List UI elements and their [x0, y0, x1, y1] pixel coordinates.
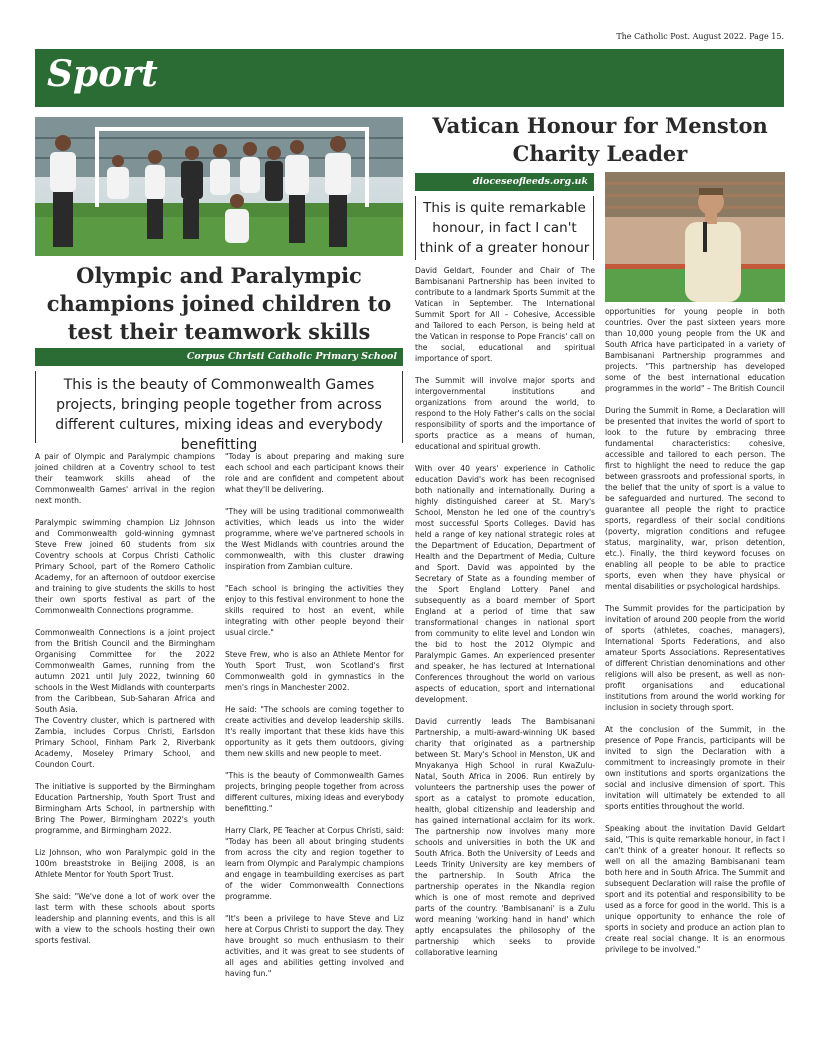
left-article-credit — [35, 348, 403, 366]
right-article-column-1 — [415, 265, 595, 969]
page-meta: The Catholic Post. August 2022. Page 15. — [616, 32, 784, 41]
paragraph: "This is the beauty of Commonwealth Games projects, bringing people together from across different cultures, mixing ideas and everybody benefitting." — [225, 771, 404, 813]
paragraph: Liz Johnson, who won Paralympic gold in the 100m breaststroke in Beijing 2008, is an Athlete Mentor for Youth Sport Trust. — [35, 848, 215, 879]
paragraph: Speaking about the invitation David Geldart said, "This is quite remarkable honour, in fact I can't think of a greater honour. It reflects so well on all the amazing Bambisanani team both here and in South Africa. The Summit and subsequent Declaration will raise the profile of sport and its potential and responsibility to be used as a force for good in the world. This is a unique opportunity to enhance the role of sports in society and produce an action plan to create real social change. It is an enormous privilege to be involved." — [605, 824, 785, 954]
paragraph: Commonwealth Connections is a joint project from the British Council and the Birmingham Organising Committee for the 2022 Commonwealth Games, running from the autumn 2021 until July 2022, twinning 60 schools in the West Midlands with counterparts from the Caribbean, Sub-Saharan Africa and South Asia. — [35, 628, 215, 714]
right-pull-quote: This is quite remarkable honour, in fact I can't think of a greater honour — [415, 196, 594, 260]
paragraph: "They will be using traditional commonwealth activities, which leads us into the wider programme, where we've partnered schools in the West Midlands with countries around the commonwealth, with this cluster drawing inspiration from Zambian culture. — [225, 507, 404, 571]
paragraph: With over 40 years' experience in Catholic education David's work has been recognised both nationally and internationally. During a highly distinguished career at St. Mary's School, Menston he led one of the country's most successful Sports Colleges. David has held a range of key national strategic roles at the Department of Education, Department of Health and the Department of Media, Culture and Sport. David was appointed by the Secretary of State as a founding member of the Sport England Lottery Panel and subsequently as a board member of Sport England at a period of time that saw transformational changes in national sport from community to elite level and London win the bid to host the 2012 Olympic and Paralympic Games. An experienced presenter and speaker, he has lectured at International Conferences throughout the world on various aspects of education, sport and international development. — [415, 464, 595, 704]
paragraph: Paralympic swimming champion Liz Johnson and Commonwealth gold-winning gymnast Steve Frew joined 60 students from six Coventry schools at Corpus Christi Catholic Primary School, part of the Romero Catholic Academy, for an afternoon of outdoor exercise and training to give students the skills to host their own sports festival as part of the Commonwealth Connections programme. — [35, 518, 215, 615]
paragraph: The Summit will involve major sports and intergovernmental institutions and organizations from around the world, to respond to the Holy Father's calls on the social responsibility of sports and the importance of sports practice as a means of human, educational and spiritual growth. — [415, 376, 595, 451]
paragraph: The initiative is supported by the Birmingham Education Partnership, Youth Sport Trust and Birmingham Arts School, in partnership with Bring The Power, Birmingham 2022's youth programme, and Birmingham 2022. — [35, 782, 215, 835]
paragraph: "It's been a privilege to have Steve and Liz here at Corpus Christi to support the day. They have brought so much enthusiasm to their activities, and it was great to see students of all ages and abilities getting involved and having fun." — [225, 914, 404, 978]
paragraph: David currently leads The Bambisanani Partnership, a multi-award-winning UK based charity that originated as a partnership between St. Mary's School in Menston, UK and Mnyakanya High School in rural KwaZulu-Natal, South Africa in 2006. Run entirely by volunteers the partnership uses the power of sport as a catalyst to promote education, health, global citizenship and leadership and has gained international acclaim for its work. The partnership now involves many more schools and universities in both the UK and South Africa. Both the University of Leeds and Leeds Trinity University are key members of the partnership. In South Africa the partnership operates in the Nkandla region which is one of most remote and deprived parts of the country. 'Bambisanani' is a Zulu word meaning 'working hand in hand' which aptly encapsulates the philosophy of the partnership which seeks to provide collaborative learning — [415, 717, 595, 957]
left-article-credit-text: Corpus Christi Catholic Primary School — [186, 351, 397, 362]
left-pull-quote: This is the beauty of Commonwealth Games projects, bringing people together from across different cultures, mixing ideas and everybody benefitting — [35, 371, 403, 443]
section-banner — [35, 49, 784, 107]
group-photo — [35, 117, 403, 256]
paragraph: David Geldart, Founder and Chair of The Bambisanani Partnership has been invited to contribute to a landmark Sports Summit at the Vatican in September. The International Summit Sport for All – Cohesive, Accessible and Tailored to each Person, is being held at the Vatican in response to Pope Francis' call on the social, educational and spiritual importance of sport. — [415, 266, 595, 363]
left-article-headline: Olympic and Paralympic champions joined children to test their teamwork skills — [46, 263, 392, 344]
paragraph: The Summit provides for the participation by invitation of around 200 people from the world of sports (athletes, coaches, managers), International Sports Federations, and also amateur Sports Associations. Representatives of different Christian denominations and other religions will also be present, as well as non-profit organisations and educational institutions from around the world working for inclusion in society through sport. — [605, 604, 785, 712]
paragraph: During the Summit in Rome, a Declaration will be presented that invites the world of sport to look to the future by embracing three fundamental characteristics: cohesive, accessible and tailored to each person. The first to highlight the need to reduce the gap between grassroots and professional sports, in the belief that the unity of sport is a value to be safeguarded and nurtured. The second to guarantee all people the right to practice sports, regardless of their social conditions (poverty, migration conditions and refugee status, marginality, war, prison detention, etc.). Finally, the third keyword focuses on enabling all people to be able to practice sports, even when they have physical or mental disabilities or psychological hardships. — [605, 406, 785, 591]
right-article-credit — [415, 173, 594, 191]
paragraph: The Coventry cluster, which is partnered with Zambia, includes Corpus Christi, Earlsdon Primary School, Finham Park 2, Riverbank Academy, Moseley Primary School, and Coundon Court. — [35, 716, 215, 769]
paragraph: Harry Clark, PE Teacher at Corpus Christi, said: "Today has been all about bringing students from across the city and region together to learn from Olympic and Paralympic champions and engage in teambuilding exercises as part of the wider Commonwealth Connections programme. — [225, 826, 404, 901]
section-title: Sport — [47, 53, 158, 95]
left-article-column-1 — [35, 451, 215, 957]
portrait-photo — [605, 172, 785, 302]
paragraph: At the conclusion of the Summit, in the presence of Pope Francis, participants will be invited to sign the Declaration with a commitment to increasingly promote in their own institutions and sports organizations the social and inclusive dimension of sport. This invitation will ultimately be extended to all sports entities throughout the world. — [605, 725, 785, 811]
paragraph: He said: "The schools are coming together to create activities and develop leadership skills. It's really important that these kids have this opportunity as it gets them outdoors, giving them new skills and new people to meet. — [225, 705, 404, 758]
paragraph: A pair of Olympic and Paralympic champions joined children at a Coventry school to test their teamwork skills ahead of the Commonwealth Games' arrival in the region next month. — [35, 452, 215, 505]
paragraph: "Today is about preparing and making sure each school and each participant knows their role and are confident and competent about what they'll be delivering. — [225, 452, 404, 494]
right-article-column-2 — [605, 306, 785, 966]
paragraph: opportunities for young people in both countries. Over the past sixteen years more than 10,000 young people from the UK and South Africa have participated in a variety of Bambisanani Partnership programmes and projects. "This partnership has developed some of the best international education programmes in the world" – The British Council — [605, 307, 785, 393]
paragraph: Steve Frew, who is also an Athlete Mentor for Youth Sport Trust, won Scotland's first Commonwealth gold in gymnastics in the men's rings in Manchester 2002. — [225, 650, 404, 692]
right-article-headline: Vatican Honour for Menston Charity Leader — [432, 113, 768, 166]
paragraph: She said: "We've done a lot of work over the last term with these schools about sports leadership and planning events, and this is all with a view to the schools hosting their own sports festival. — [35, 892, 215, 945]
left-article-column-2 — [225, 451, 404, 990]
paragraph: "Each school is bringing the activities they enjoy to this festival environment to hone the skills required to host an event, while integrating with other people beyond their usual circle." — [225, 584, 404, 637]
right-article-credit-text: dioceseofleeds.org.uk — [472, 176, 588, 187]
